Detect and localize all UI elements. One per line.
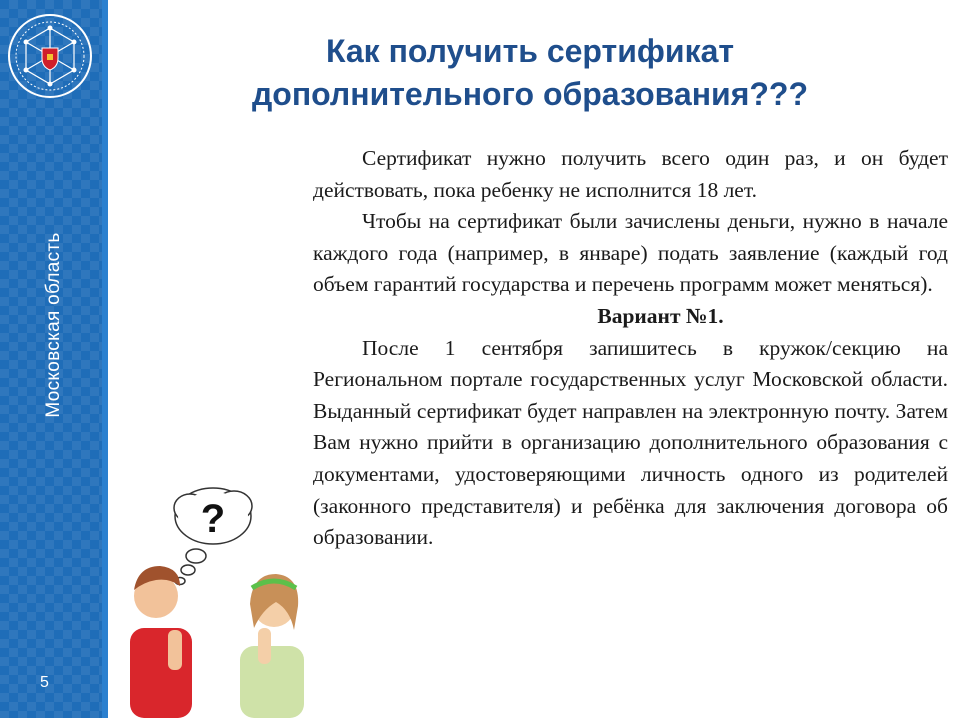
question-mark: ? [200,497,226,541]
thinking-children-illustration-icon [118,478,318,718]
page-number: 5 [40,674,49,691]
paragraph-application: Чтобы на сертификат были зачислены деньги, нужно в начале каждого года (например, в январе) подать заявление (каждый год объем гарантий государства и перечень программ может меняться). [313,209,948,297]
thought-cloud-icon [174,488,252,585]
page-title [150,30,910,116]
girl-figure [240,574,304,718]
paragraph-validity: Сертификат нужно получить всего один раз, и он будет действовать, пока ребенку не исполнится 18 лет. [313,146,948,202]
moscow-region-emblem-icon [6,12,94,100]
body-text [313,143,948,554]
paragraph-variant-1: После 1 сентября запишитесь в кружок/секцию на Региональном портале государственных услуг Московской области. Выданный сертификат будет направлен на электронную почту. Затем Вам нужно прийти в организацию дополнительного образования с документами, удостоверяющими личность одного из родителей (законного представителя) и ребёнка для заключения договора об образовании. [313,335,948,550]
region-label: Московская область [43,232,64,418]
boy-figure [130,566,192,718]
title-line-2: дополнительного образования??? [251,76,808,112]
title-line-1: Как получить сертификат [325,33,735,69]
variant-heading: Вариант №1. [597,303,724,328]
sidebar [0,0,108,718]
sidebar-edge [102,0,108,718]
